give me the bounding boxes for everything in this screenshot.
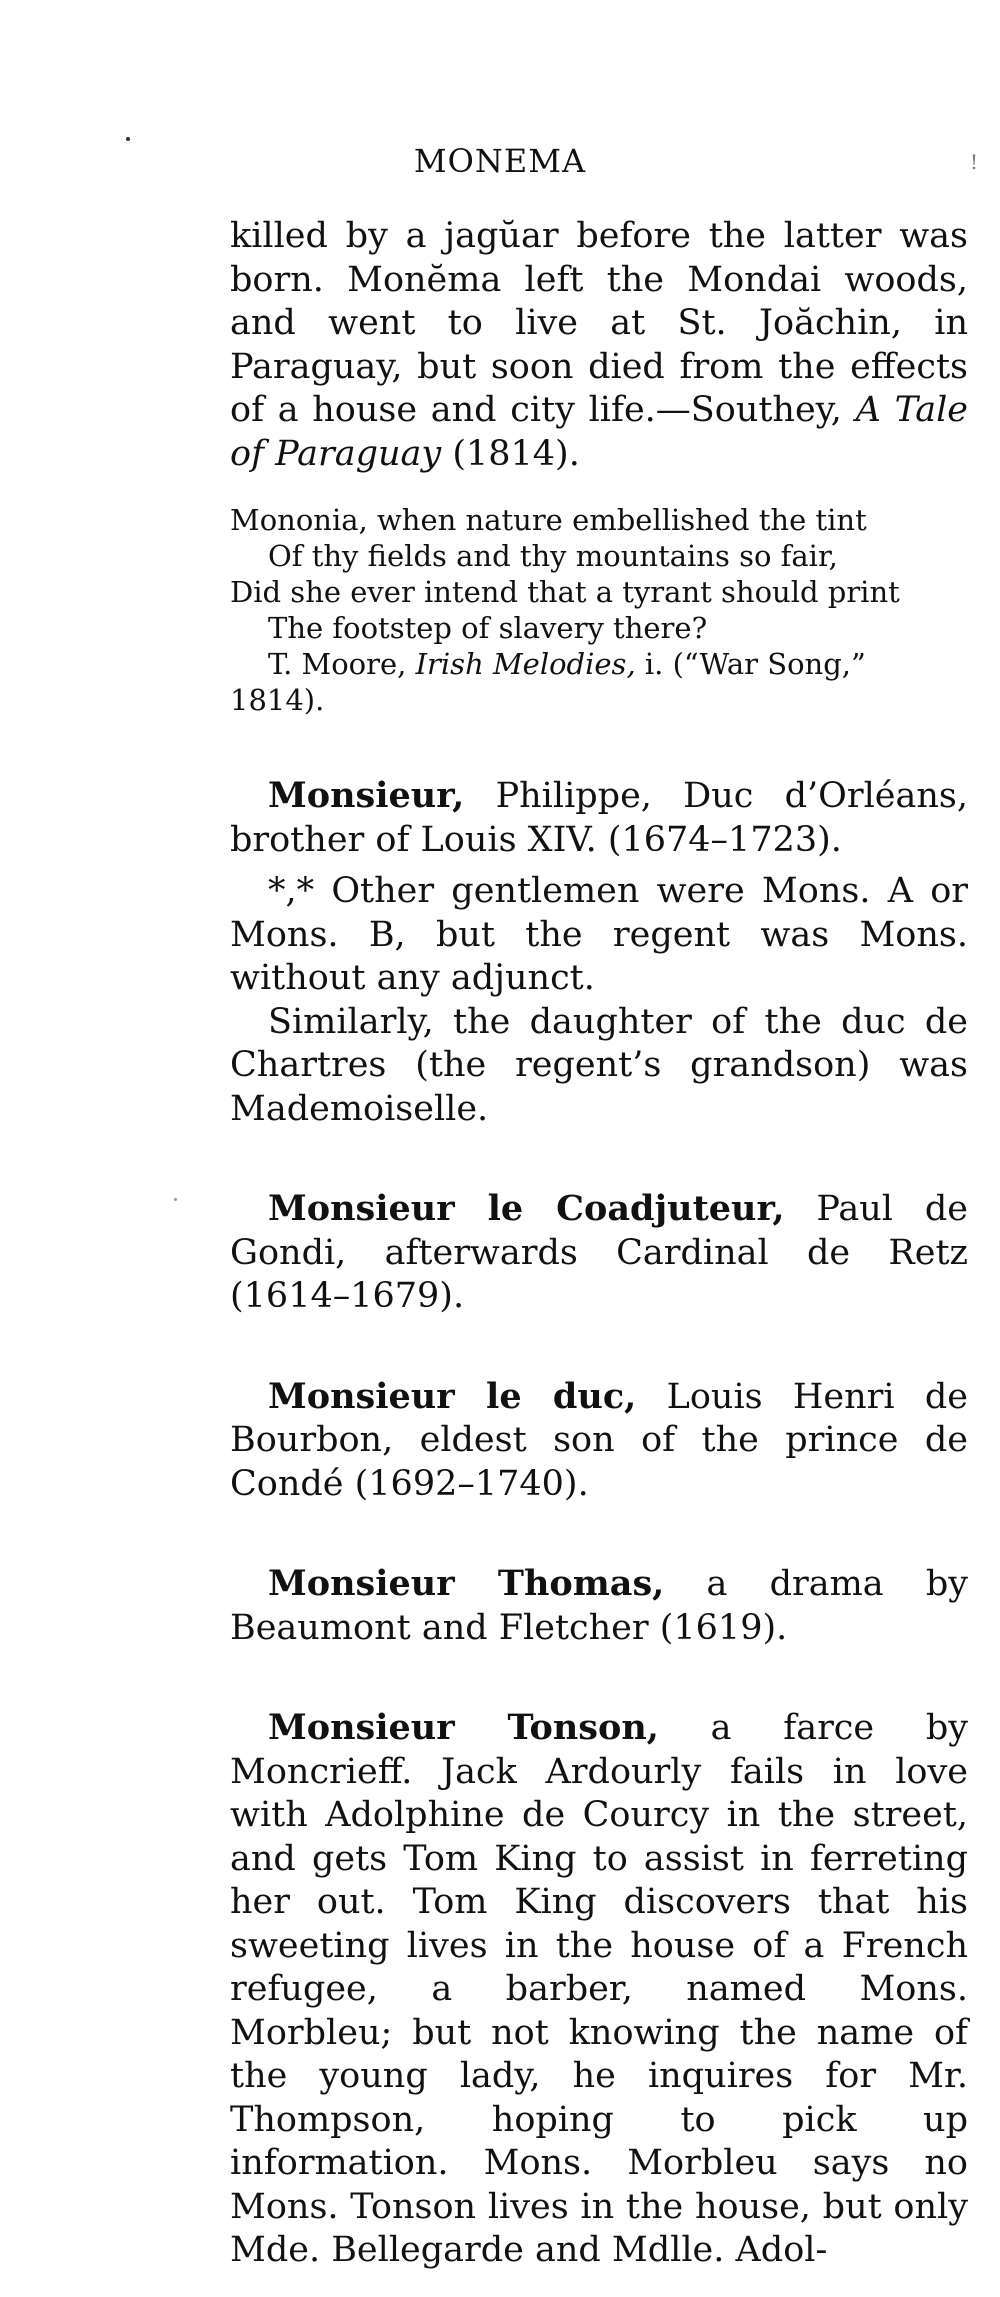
headword: Monsieur le duc, <box>268 1375 637 1417</box>
text-column <box>230 215 968 2273</box>
headword: Monsieur Thomas, <box>268 1563 665 1604</box>
headword: Monsieur, <box>268 775 465 816</box>
work-title: A Tale of Paraguay <box>230 390 968 474</box>
quotation-credit-end: 1814). <box>230 683 325 717</box>
entry-note: Similarly, the daughter of the duc de Chartres (the regent’s grandson) was Mademoiselle. <box>230 1001 968 1129</box>
quotation-credit: T. Moore, Irish Melodies, i. (“War Song,” <box>268 647 866 681</box>
headword: Monsieur Tonson, <box>268 1707 659 1748</box>
verse-line: Of thy fields and thy mountains so fair, <box>268 539 838 573</box>
mononia-quotation <box>230 502 968 718</box>
entry-monsieur-le-coadjuteur: Monsieur le Coadjuteur, Paul de Gondi, afterwards Cardinal de Retz (1614–1679). <box>230 1188 968 1316</box>
print-speck <box>174 1198 177 1201</box>
verse-line: Did she ever intend that a tyrant should print <box>230 575 900 609</box>
entry-monsieur-le-duc: Monsieur le duc, Louis Henri de Bourbon, eldest son of the prince de Condé (1692–1740). <box>230 1375 968 1504</box>
monema-entry-continuation: killed by a jagŭar before the latter was born. Monĕma left the Mondai woods, and went to live at St. Joăchin, in Paraguay, but soon died from the effects of a house and city life.—Southey, A Tale of Paraguay (1814). <box>230 216 968 474</box>
entry-monsieur: Monsieur, Philippe, Duc d’Orléans, brother of Louis XIV. (1674–1723). <box>230 775 968 860</box>
work-title: Irish Melodies, <box>415 647 636 681</box>
entry-monsieur-thomas: Monsieur Thomas, a drama by Beaumont and Fletcher (1619). <box>230 1563 969 1648</box>
entry-monsieur-tonson: Monsieur Tonson, a farce by Moncrieff. Jack Ardourly fails in love with Adolphine de Courcy in the street, and gets Tom King to assist in ferreting her out. Tom King discovers that his sweeting lives in the house of a French refugee, a barber, named Mons. Morbleu; but not knowing the name of the young lady, he inquires for Mr. Thompson, hoping to pick up information. Mons. Morbleu says no Mons. Tonson lives in the house, but only Mde. Bellegarde and Mdlle. Adol- <box>230 1707 968 2270</box>
edge-mark: ! <box>969 150 978 174</box>
headword: Monsieur le Coadjuteur, <box>268 1188 785 1229</box>
verse-line: The footstep of slavery there? <box>268 611 708 645</box>
entry-note: *,* Other gentlemen were Mons. A or Mons. B, but the regent was Mons. without any adjunct. <box>230 871 968 998</box>
print-speck <box>126 137 130 141</box>
running-header: MONEMA <box>413 142 587 180</box>
verse-line: Mononia, when nature embellished the tint <box>230 503 867 537</box>
